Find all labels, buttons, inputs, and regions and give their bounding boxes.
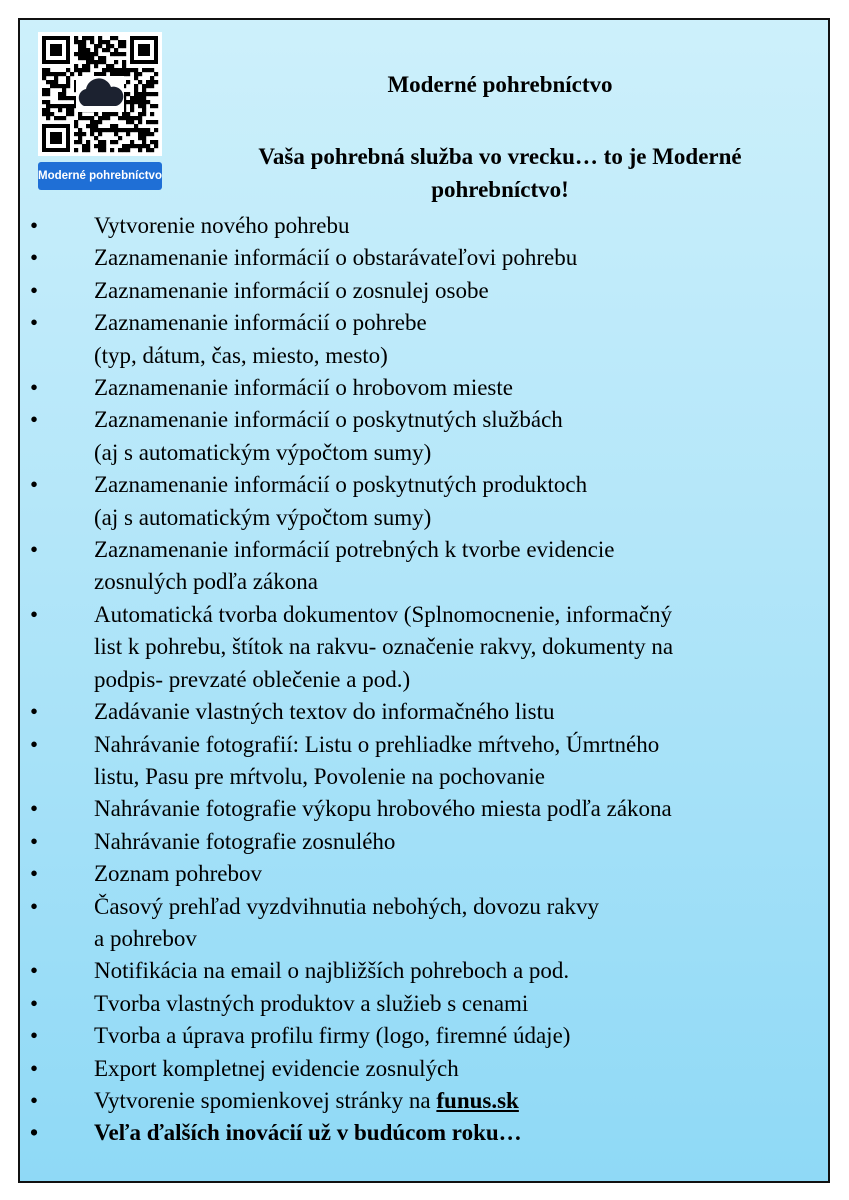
qr-code-graphic <box>38 32 162 156</box>
qr-caption: Moderné pohrebníctvo <box>38 162 162 190</box>
bullet-icon: • <box>30 245 39 271</box>
feature-text: a pohrebov <box>94 925 197 951</box>
bullet-icon: • <box>30 277 39 303</box>
feature-text: (aj s automatickým výpočtom sumy) <box>94 439 432 465</box>
bullet-icon: • <box>30 1087 39 1113</box>
feature-text: Zaznamenanie informácií o obstarávateľovi pohrebu <box>94 245 578 271</box>
feature-text: Zaznamenanie informácií o hrobovom mieste <box>94 375 513 401</box>
feature-item <box>20 1053 820 1085</box>
bullet-icon: • <box>30 601 39 627</box>
feature-item <box>20 1117 820 1149</box>
feature-item <box>20 210 820 242</box>
feature-item <box>20 696 820 728</box>
flyer-panel <box>18 18 830 1183</box>
feature-item <box>20 988 820 1020</box>
page-subtitle <box>190 140 810 206</box>
feature-text: Zadávanie vlastných textov do informačného listu <box>94 699 555 725</box>
feature-item <box>20 826 820 858</box>
bullet-icon: • <box>30 537 39 563</box>
feature-text: Vytvorenie nového pohrebu <box>94 213 350 238</box>
feature-text: Automatická tvorba dokumentov (Splnomocnenie, informačný <box>94 601 673 627</box>
feature-item <box>20 891 820 956</box>
feature-item <box>20 404 820 469</box>
feature-item <box>20 534 820 599</box>
feature-text: Zaznamenanie informácií o poskytnutých službách <box>94 407 563 433</box>
bullet-icon: • <box>30 861 39 887</box>
feature-text: Tvorba vlastných produktov a služieb s cenami <box>94 990 529 1016</box>
feature-text <box>94 1085 816 1117</box>
feature-text: Zaznamenanie informácií o zosnulej osobe <box>94 277 489 303</box>
qr-block <box>38 32 162 194</box>
bullet-icon: • <box>30 472 39 498</box>
bullet-icon: • <box>30 407 39 433</box>
feature-text: Veľa ďalších inovácií už v budúcom roku… <box>94 1120 522 1146</box>
feature-text: Zaznamenanie informácií potrebných k tvorbe evidencie <box>94 537 615 563</box>
feature-text: Zoznam pohrebov <box>94 861 262 887</box>
feature-item <box>20 599 820 696</box>
feature-text: Zaznamenanie informácií o pohrebe <box>94 310 427 336</box>
bullet-icon: • <box>30 1055 39 1081</box>
feature-text: Nahrávanie fotografie zosnulého <box>94 828 396 854</box>
feature-item <box>20 1020 820 1052</box>
feature-item <box>20 307 820 372</box>
bullet-icon: • <box>30 310 39 336</box>
feature-item <box>20 955 820 987</box>
feature-item <box>20 858 820 890</box>
feature-text: Export kompletnej evidencie zosnulých <box>94 1055 459 1081</box>
bullet-icon: • <box>30 375 39 401</box>
feature-item <box>20 242 820 274</box>
feature-item <box>20 729 820 794</box>
feature-text: podpis- prevzaté oblečenie a pod.) <box>94 666 411 692</box>
feature-text-part: Vytvorenie spomienkovej stránky na <box>94 1087 437 1113</box>
funus-link[interactable]: funus.sk <box>436 1087 519 1113</box>
feature-text: Tvorba a úprava profilu firmy (logo, firemné údaje) <box>94 1023 571 1049</box>
feature-item <box>20 372 820 404</box>
feature-item <box>20 793 820 825</box>
feature-text: zosnulých podľa zákona <box>94 569 318 595</box>
feature-item <box>20 1085 820 1117</box>
page-title: Moderné pohrebníctvo <box>387 72 613 97</box>
feature-item <box>20 275 820 307</box>
feature-text: listu, Pasu pre mŕtvolu, Povolenie na pochovanie <box>94 763 545 789</box>
bullet-icon: • <box>30 828 39 854</box>
subtitle-line: Vaša pohrebná služba vo vrecku… to je Moderné <box>258 144 742 169</box>
bullet-icon: • <box>30 796 39 822</box>
bullet-icon: • <box>30 213 39 238</box>
feature-text: Notifikácia na email o najbližších pohreboch a pod. <box>94 958 570 984</box>
feature-text: Zaznamenanie informácií o poskytnutých produktoch <box>94 472 588 498</box>
bullet-icon: • <box>30 699 39 725</box>
bullet-icon: • <box>30 731 39 757</box>
bullet-icon: • <box>30 958 39 984</box>
feature-text: Časový prehľad vyzdvihnutia nebohých, dovozu rakvy <box>94 893 600 919</box>
feature-list <box>20 210 820 1150</box>
subtitle-line: pohrebníctvo! <box>431 177 569 202</box>
feature-text: (aj s automatickým výpočtom sumy) <box>94 504 432 530</box>
feature-item <box>20 469 820 534</box>
feature-text: (typ, dátum, čas, miesto, mesto) <box>94 342 388 368</box>
bullet-icon: • <box>30 893 39 919</box>
qr-code <box>38 32 162 156</box>
feature-text: Nahrávanie fotografií: Listu o prehliadke mŕtveho, Úmrtného <box>94 731 660 757</box>
feature-text: Nahrávanie fotografie výkopu hrobového miesta podľa zákona <box>94 796 672 822</box>
feature-text: list k pohrebu, štítok na rakvu- označenie rakvy, dokumenty na <box>94 634 674 660</box>
bullet-icon: • <box>30 1120 39 1146</box>
bullet-icon: • <box>30 1023 39 1049</box>
bullet-icon: • <box>30 990 39 1016</box>
